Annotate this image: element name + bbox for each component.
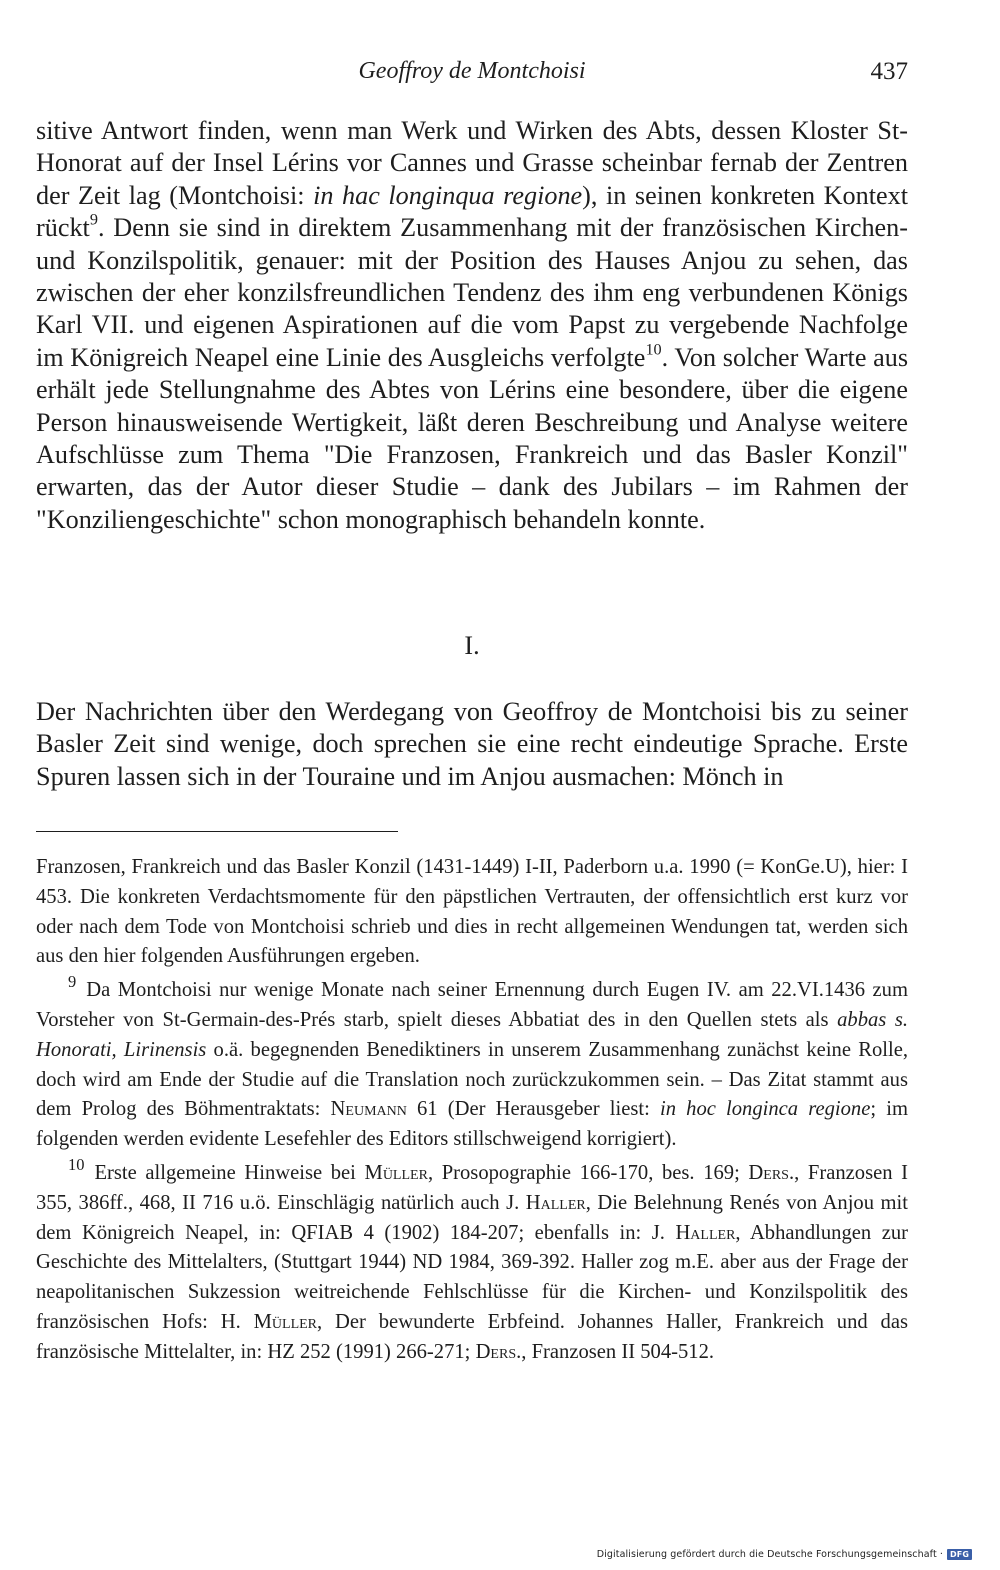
text-run: 61 (Der Herausgeber liest: (406, 1098, 660, 1121)
footnote-continuation: Franzosen, Frankreich und das Basler Konzil (1431-1449) I-II, Paderborn u.a. 1990 (= KonGe.U), hier: I 453. Die konkreten Verdachtsmomente für den päpstlichen Vertrauten, der offensichtlich erst kurz vor oder nach dem Tode von Montchoisi schrieb und dies in recht allgemeinen Wendungen tat, werden sich aus den hier folgenden Ausführungen ergeben. (36, 856, 908, 968)
text-run: , Prosopographie 166-170, bes. 169; (427, 1161, 749, 1184)
text-run: sitive Antwort finden, wenn man Werk und Wirken des Abts, dessen Kloster St-Honorat auf der Insel Lérins vor Cannes und Grasse scheinbar fernab der Zentren der Zeit lag (Montchoisi: (36, 116, 908, 210)
author-name: Neumann (330, 1098, 407, 1121)
author-name: Haller (675, 1221, 736, 1244)
author-name: Ders (475, 1340, 517, 1363)
footnote-ref-9[interactable]: 9 (89, 210, 98, 229)
text-run: , Abhandlungen zur Geschichte des Mittelalters, (Stuttgart 1944) ND 1984, 369-392. Haller zog m.E. aber aus der Frage der neapolitanischen Sukzession weitreichende Fehlschlüsse für die Kirchen- und Konzilspolitik des französischen Hofs: H. (36, 1221, 908, 1333)
credit-text: Digitalisierung gefördert durch die Deutsche Forschungsgemeinschaft · (596, 1549, 944, 1560)
text-run: Der Nachrichten über den Werdegang von Geoffroy de Montchoisi bis zu seiner Basler Zeit sind wenige, doch sprechen sie eine recht eindeutige Sprache. Erste Spuren lassen sich in der Touraine und im Anjou ausmachen: Mönch in (36, 697, 908, 791)
text-run: ), in seinen konkreten Kontext rückt (36, 180, 908, 243)
dfg-logo: DFG (947, 1549, 972, 1560)
text-run: ; im folgenden werden evidente Lesefehler des Editors stillschweigend korrigiert). (36, 1098, 908, 1151)
section-heading: I. (464, 631, 480, 660)
body-paragraph-1 (36, 115, 908, 536)
latin-quote: in hoc longinca regione (659, 1098, 871, 1121)
footnotes (36, 853, 908, 1368)
author-name: Müller (253, 1310, 318, 1333)
footnote-number: 10 (68, 1154, 85, 1174)
text-run: , Die Belehnung Renés von Anjou mit dem Königreich Neapel, in: QFIAB 4 (1902) 184-207; ebenfalls in: J. (36, 1191, 908, 1244)
text-run: o.ä. begegnenden Benediktiners in unserem Zusammenhang zunächst keine Rolle, doch wird am Ende der Studie auf die Translation noch zurückzukommen sein. – Das Zitat stammt aus dem Prolog des Böhmentraktats: (36, 1038, 908, 1121)
footnote-number: 9 (68, 972, 77, 992)
footnote-10 (36, 1154, 909, 1368)
digitization-credit (597, 1549, 972, 1560)
text-run: . Denn sie sind in direktem Zusammenhang mit der französischen Kirchen- und Konzilspolitik, genauer: mit der Position des Hauses Anjou zu sehen, das zwischen der eher konzilsfreundlichen Tendenz des ihm eng verbundenen Königs Karl VII. und eigenen Aspirationen auf die vom Papst zu vergebende Nachfolge im Königreich Neapel eine Linie des Ausgleichs verfolgte (36, 213, 908, 372)
text-run: ., Franzosen I 355, 386ff., 468, II 716 u.ö. Einschlägig natürlich auch J. (36, 1161, 909, 1214)
author-name: Ders (748, 1161, 789, 1184)
running-title: Geoffroy de Montchoisi (358, 58, 586, 84)
footnote-ref-10[interactable]: 10 (645, 340, 662, 359)
footnote-9 (36, 972, 909, 1155)
text-run: . Von solcher Warte aus erhält jede Stellungnahme des Abtes von Lérins eine besondere, über die eigene Person hinausweisende Wertigkeit, läßt deren Beschreibung und Analyse weitere Aufschlüsse zum Thema "Die Franzosen, Frankreich und das Basler Konzil" erwarten, das der Autor dieser Studie – dank des Jubilars – im Rahmen der "Konziliengeschichte" schon monographisch behandeln konnte. (36, 342, 909, 534)
footnote-rule (36, 831, 398, 832)
text-run: Da Montchoisi nur wenige Monate nach seiner Ernennung durch Eugen IV. am 22.VI.1436 zum Vorsteher von St-Germain-des-Prés starb, spielt dieses Abbatiat des in den Quellen stets als (36, 979, 908, 1031)
author-name: Müller (364, 1161, 428, 1184)
body-paragraph-2 (36, 696, 908, 793)
latin-quote: abbas s. Honorati, Lirinensis (36, 1008, 909, 1061)
page-number: 437 (870, 58, 908, 85)
running-head (36, 58, 908, 92)
latin-quote: in hac longinqua regione (313, 180, 583, 210)
text-run: ., Franzosen II 504-512. (516, 1340, 715, 1363)
text-run: , Der bewunderte Erbfeind. Johannes Haller, Frankreich und das französische Mittelalter, in: HZ 252 (1991) 266-271; (36, 1310, 908, 1363)
author-name: Haller (525, 1191, 586, 1214)
text-run: Erste allgemeine Hinweise bei (94, 1161, 365, 1184)
